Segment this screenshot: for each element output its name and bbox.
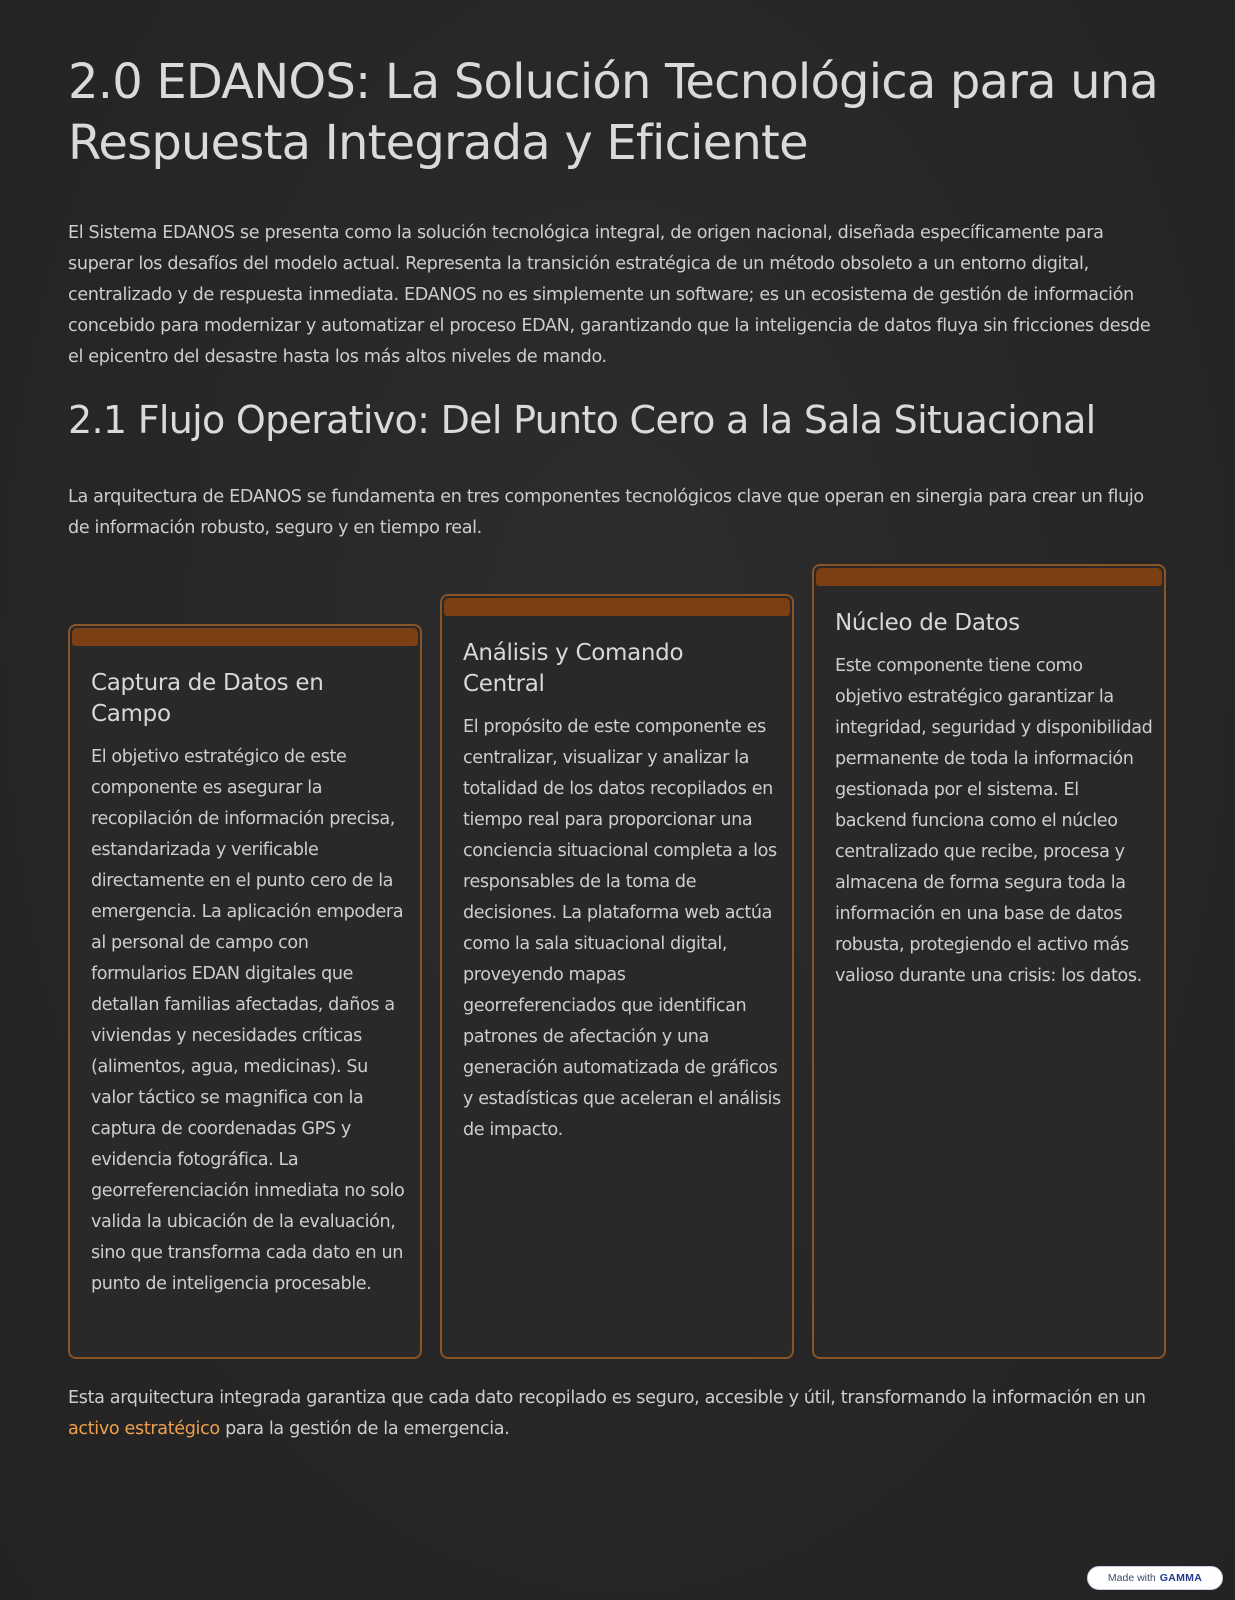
card-title: Captura de Datos en Campo bbox=[91, 670, 324, 727]
badge-prefix: Made with bbox=[1107, 1572, 1156, 1584]
card-field-data-capture bbox=[68, 624, 422, 1359]
closing-text-end: para la gestión de la emergencia. bbox=[219, 1419, 510, 1439]
card-body: El propósito de este componente es centralizar, visualizar y analizar la totalidad de los datos recopilados en tiempo real para proporcionar una conciencia situacional completa a los responsables de la toma de decisiones. La plataforma web actúa como la sala situacional digital, proveyendo mapas georreferenciados que identifican patrones de afectación y una generación automatizada de gráficos y estadísticas que aceleran el análisis de impacto. bbox=[463, 717, 781, 1140]
card-title: Análisis y Comando Central bbox=[463, 640, 684, 697]
closing-paragraph bbox=[68, 1383, 1178, 1445]
made-with-gamma-badge[interactable] bbox=[1087, 1566, 1223, 1590]
card-header-bar bbox=[444, 598, 790, 616]
card-body: Este componente tiene como objetivo estratégico garantizar la integridad, seguridad y disponibilidad permanente de toda la información gestionada por el sistema. El backend funciona como el núcleo centralizado que recibe, procesa y almacena de forma segura toda la información en una base de datos robusta, protegiendo el activo más valioso durante una crisis: los datos. bbox=[835, 656, 1153, 986]
page-title: 2.0 EDANOS: La Solución Tecnológica para una Respuesta Integrada y Eficiente bbox=[68, 54, 1159, 171]
highlight-strategic-asset: activo estratégico bbox=[68, 1419, 220, 1439]
gamma-logo-text: GAMMA bbox=[1159, 1572, 1203, 1584]
card-central-command bbox=[440, 594, 794, 1359]
card-body: El objetivo estratégico de este componente es asegurar la recopilación de información precisa, estandarizada y verificable directamente en el punto cero de la emergencia. La aplicación empodera al personal de campo con formularios EDAN digitales que detallan familias afectadas, daños a viviendas y necesidades críticas (alimentos, agua, medicinas). Su valor táctico se magnifica con la captura de coordenadas GPS y evidencia fotográfica. La georreferenciación inmediata no solo valida la ubicación de la evaluación, sino que transforma cada dato en un punto de inteligencia procesable. bbox=[91, 747, 405, 1294]
card-header-bar bbox=[72, 628, 418, 646]
intro-paragraph: El Sistema EDANOS se presenta como la solución tecnológica integral, de origen nacional, diseñada específicamente para superar los desafíos del modelo actual. Representa la transición estratégica de un método obsoleto a un entorno digital, centralizado y de respuesta inmediata. EDANOS no es simplemente un software; es un ecosistema de gestión de información concebido para modernizar y automatizar el proceso EDAN, garantizando que la inteligencia de datos fluya sin fricciones desde el epicentro del desastre hasta los más altos niveles de mando. bbox=[68, 223, 1151, 367]
closing-text-start: Esta arquitectura integrada garantiza que cada dato recopilado es seguro, accesible y útil, transformando la información en un bbox=[68, 1388, 1146, 1408]
card-data-core bbox=[812, 564, 1166, 1359]
card-header-bar bbox=[816, 568, 1162, 586]
section-title: 2.1 Flujo Operativo: Del Punto Cero a la Sala Situacional bbox=[68, 398, 1096, 442]
section-lead-paragraph: La arquitectura de EDANOS se fundamenta en tres componentes tecnológicos clave que operan en sinergia para crear un flujo de información robusto, seguro y en tiempo real. bbox=[68, 487, 1144, 538]
card-title: Núcleo de Datos bbox=[835, 610, 1020, 636]
